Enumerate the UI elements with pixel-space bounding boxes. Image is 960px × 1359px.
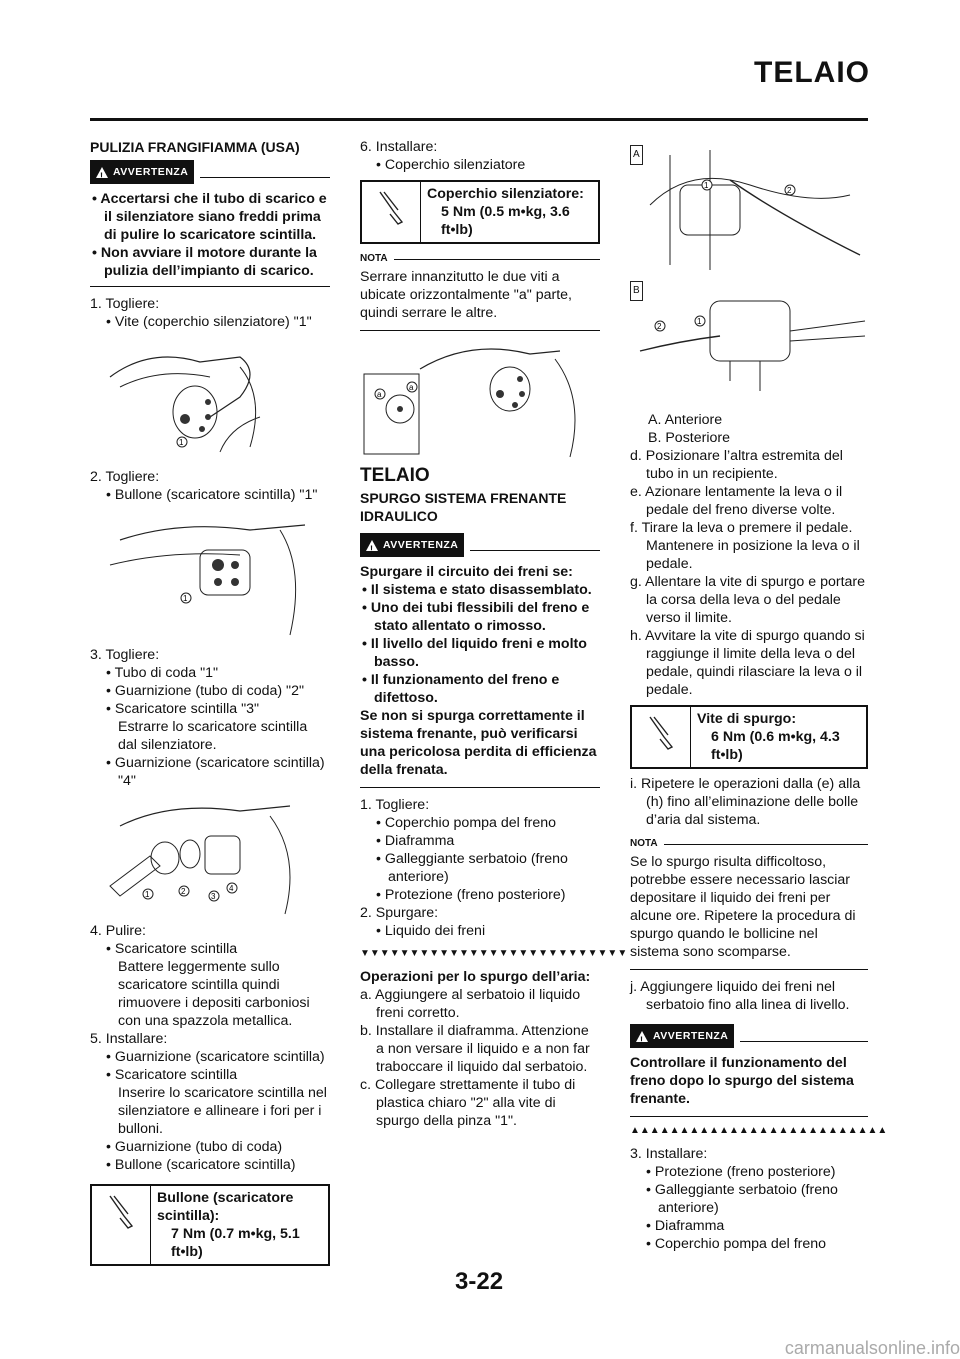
list-item: • Protezione (freno posteriore) bbox=[646, 1164, 836, 1180]
warning-item: • Il livello del liquido freni e molto basso. bbox=[362, 636, 587, 670]
column-2 bbox=[360, 138, 628, 1130]
figure-muffler-cover-screws bbox=[360, 339, 600, 459]
warning-label: AVVERTENZA bbox=[113, 166, 189, 178]
list-item: • Diaframma bbox=[646, 1218, 725, 1234]
svg-text:3: 3 bbox=[211, 892, 216, 901]
list-item: • Scaricatore scintilla bbox=[106, 941, 238, 957]
svg-text:4: 4 bbox=[229, 884, 234, 893]
svg-text:1: 1 bbox=[697, 317, 702, 326]
warning-icon bbox=[636, 1031, 648, 1042]
op-a: a. Aggiungere al serbatoio il liquido freni corretto. bbox=[360, 987, 581, 1021]
svg-text:1: 1 bbox=[179, 438, 184, 447]
note-text: Se lo spurgo risulta difficoltoso, potrebbe essere necessario lasciar depositare il liquido dei freni per alcune ore. Ripetere la procedura di spurgo quando le bollicine nel sistema sono scomparse. bbox=[630, 854, 856, 960]
list-item: • Scaricatore scintilla bbox=[106, 1067, 238, 1083]
figure-front-caliper bbox=[630, 145, 868, 275]
caption-b: B. Posteriore bbox=[648, 430, 731, 446]
op-f: f. Tirare la leva o premere il pedale. Mantenere in posizione la leva o il pedale. bbox=[630, 520, 860, 572]
torque-spec-box bbox=[630, 705, 868, 769]
step-5: 5. Installare: bbox=[90, 1031, 168, 1047]
svg-text:1: 1 bbox=[183, 594, 188, 603]
page-number: 3-22 bbox=[455, 1268, 504, 1295]
list-item: • Scaricatore scintilla "3" bbox=[106, 701, 260, 717]
op-i: i. Ripetere le operazioni dalla (e) alla (h) fino all’eliminazione delle bolle d’aria dal sistema. bbox=[630, 776, 861, 828]
list-item: • Guarnizione (scaricatore scintilla) bbox=[106, 1049, 325, 1065]
note-header: NOTA bbox=[630, 835, 868, 853]
list-item: • Liquido dei freni bbox=[376, 923, 486, 939]
warning-text: Controllare il funzionamento del freno dopo lo spurgo del sistema frenante. bbox=[630, 1055, 854, 1107]
step-2: 2. Spurgare: bbox=[360, 905, 439, 921]
op-g: g. Allentare la vite di spurgo e portare la corsa della leva o del pedale verso il limite. bbox=[630, 574, 866, 626]
torque-title: Vite di spurgo: bbox=[697, 711, 797, 727]
figure-label-a: A bbox=[630, 145, 643, 165]
sub-heading: SPURGO SISTEMA FRENANTE IDRAULICO bbox=[360, 490, 567, 524]
list-item: • Vite (coperchio silenziatore) "1" bbox=[106, 314, 312, 330]
warning-item: • Uno dei tubi flessibili del freno e stato allentato o rimosso. bbox=[362, 600, 590, 634]
warning-header bbox=[360, 533, 600, 557]
step-1: 1. Togliere: bbox=[360, 797, 430, 813]
list-item: • Guarnizione (tubo di coda) bbox=[106, 1139, 283, 1155]
op-b: b. Installare il diaframma. Attenzione a non versare il liquido e a non far traboccare il liquido dal serbatoio. bbox=[360, 1023, 590, 1075]
note-text: Serrare innanzitutto le due viti a ubicate orizzontalmente "a" parte, quindi serrare le altre. bbox=[360, 269, 572, 321]
list-item: • Coperchio pompa del freno bbox=[646, 1236, 827, 1252]
figure-tail-pipe-exploded bbox=[90, 796, 310, 916]
torque-value: 6 Nm (0.6 m•kg, 4.3 ft•lb) bbox=[711, 729, 840, 763]
step-1: 1. Togliere: bbox=[90, 296, 160, 312]
warning-outro: Se non si spurga correttamente il sistema frenante, può verificarsi una pericolosa perdita di efficienza della frenata. bbox=[360, 708, 597, 778]
warning-item: • Non avviare il motore durante la pulizia dell’impianto di scarico. bbox=[92, 245, 317, 279]
warning-header bbox=[90, 160, 330, 184]
warning-label: AVVERTENZA bbox=[383, 539, 459, 551]
warning-label: AVVERTENZA bbox=[653, 1030, 729, 1042]
step-3: 3. Installare: bbox=[630, 1146, 708, 1162]
step-4: 4. Pulire: bbox=[90, 923, 146, 939]
torque-spec-box bbox=[90, 1184, 330, 1266]
svg-text:a: a bbox=[377, 390, 382, 399]
list-item: • Galleggiante serbatoio (freno anteriore) bbox=[646, 1182, 838, 1216]
list-item: • Bullone (scaricatore scintilla) "1" bbox=[106, 487, 318, 503]
torque-wrench-icon bbox=[106, 1194, 136, 1230]
step-2: 2. Togliere: bbox=[90, 469, 160, 485]
column-3 bbox=[630, 145, 888, 1253]
list-item: • Coperchio pompa del freno bbox=[376, 815, 557, 831]
svg-text:1: 1 bbox=[704, 181, 709, 190]
op-c: c. Collegare strettamente il tubo di plastica chiaro "2" alla vite di spurgo della pinza "1". bbox=[360, 1077, 576, 1129]
torque-value: 5 Nm (0.5 m•kg, 3.6 ft•lb) bbox=[441, 204, 570, 238]
note-header: NOTA bbox=[360, 250, 600, 268]
svg-text:2: 2 bbox=[657, 322, 662, 331]
torque-wrench-icon bbox=[376, 190, 406, 226]
list-item: • Coperchio silenziatore bbox=[376, 157, 526, 173]
step-6: 6. Installare: bbox=[360, 139, 438, 155]
op-h: h. Avvitare la vite di spurgo quando si raggiunge il limite della leva o del pedale, quindi rilasciare la leva o il pedale. bbox=[630, 628, 865, 698]
header-rule bbox=[90, 118, 868, 121]
list-item: • Protezione (freno posteriore) bbox=[376, 887, 566, 903]
page-title: TELAIO bbox=[754, 56, 870, 89]
ops-heading: Operazioni per lo spurgo dell’aria: bbox=[360, 969, 591, 985]
torque-wrench-icon bbox=[646, 715, 676, 751]
op-e: e. Azionare lentamente la leva o il pedale del freno diverse volte. bbox=[630, 484, 843, 518]
watermark: carmanualsonline.info bbox=[784, 1338, 960, 1358]
procedure-end-arrows: ▲▲▲▲▲▲▲▲▲▲▲▲▲▲▲▲▲▲▲▲▲▲▲▲▲▲ bbox=[630, 1125, 888, 1136]
svg-text:1: 1 bbox=[145, 890, 150, 899]
section-title: TELAIO bbox=[360, 465, 430, 486]
svg-text:2: 2 bbox=[787, 186, 792, 195]
step-note: Inserire lo scaricatore scintilla nel silenziatore e allineare i fori per i bulloni. bbox=[118, 1085, 327, 1137]
torque-title: Coperchio silenziatore: bbox=[427, 186, 584, 202]
list-item: • Guarnizione (scaricatore scintilla) "4" bbox=[106, 755, 325, 789]
svg-text:a: a bbox=[409, 383, 414, 392]
warning-icon bbox=[366, 540, 378, 551]
figure-rear-caliper bbox=[630, 281, 868, 411]
svg-text:2: 2 bbox=[181, 887, 186, 896]
caption-a: A. Anteriore bbox=[648, 412, 723, 428]
section-heading: PULIZIA FRANGIFIAMMA (USA) bbox=[90, 139, 300, 155]
torque-title: Bullone (scaricatore scintilla): bbox=[157, 1190, 294, 1224]
warning-icon bbox=[96, 167, 108, 178]
warning-header bbox=[630, 1024, 868, 1048]
list-item: • Galleggiante serbatoio (freno anteriore) bbox=[376, 851, 568, 885]
step-note: Battere leggermente sullo scaricatore scintilla quindi rimuovere i depositi carboniosi con una spazzola metallica. bbox=[118, 959, 310, 1029]
list-item: • Bullone (scaricatore scintilla) bbox=[106, 1157, 296, 1173]
op-j: j. Aggiungere liquido dei freni nel serbatoio fino alla linea di livello. bbox=[630, 979, 850, 1013]
procedure-start-arrows: ▼▼▼▼▼▼▼▼▼▼▼▼▼▼▼▼▼▼▼▼▼▼▼▼▼▼▼ bbox=[360, 948, 628, 959]
list-item: • Tubo di coda "1" bbox=[106, 665, 219, 681]
step-note: Estrarre lo scaricatore scintilla dal silenziatore. bbox=[118, 719, 308, 753]
list-item: • Diaframma bbox=[376, 833, 455, 849]
op-d: d. Posizionare l’altra estremita del tubo in un recipiente. bbox=[630, 448, 843, 482]
warning-item: • Il sistema e stato disassemblato. bbox=[362, 582, 592, 598]
figure-label-b: B bbox=[630, 281, 643, 301]
step-3: 3. Togliere: bbox=[90, 647, 160, 663]
list-item: • Guarnizione (tubo di coda) "2" bbox=[106, 683, 305, 699]
figure-spark-arrester-bolt bbox=[90, 510, 320, 640]
torque-value: 7 Nm (0.7 m•kg, 5.1 ft•lb) bbox=[171, 1226, 300, 1260]
torque-spec-box bbox=[360, 180, 600, 244]
warning-item: • Accertarsi che il tubo di scarico e il silenziatore siano freddi prima di pulire lo scaricatore scintilla. bbox=[92, 191, 327, 243]
warning-item: • Il funzionamento del freno e difettoso. bbox=[362, 672, 560, 706]
figure-muffler-cover bbox=[90, 337, 290, 462]
column-1 bbox=[90, 138, 330, 1272]
warning-intro: Spurgare il circuito dei freni se: bbox=[360, 564, 573, 580]
